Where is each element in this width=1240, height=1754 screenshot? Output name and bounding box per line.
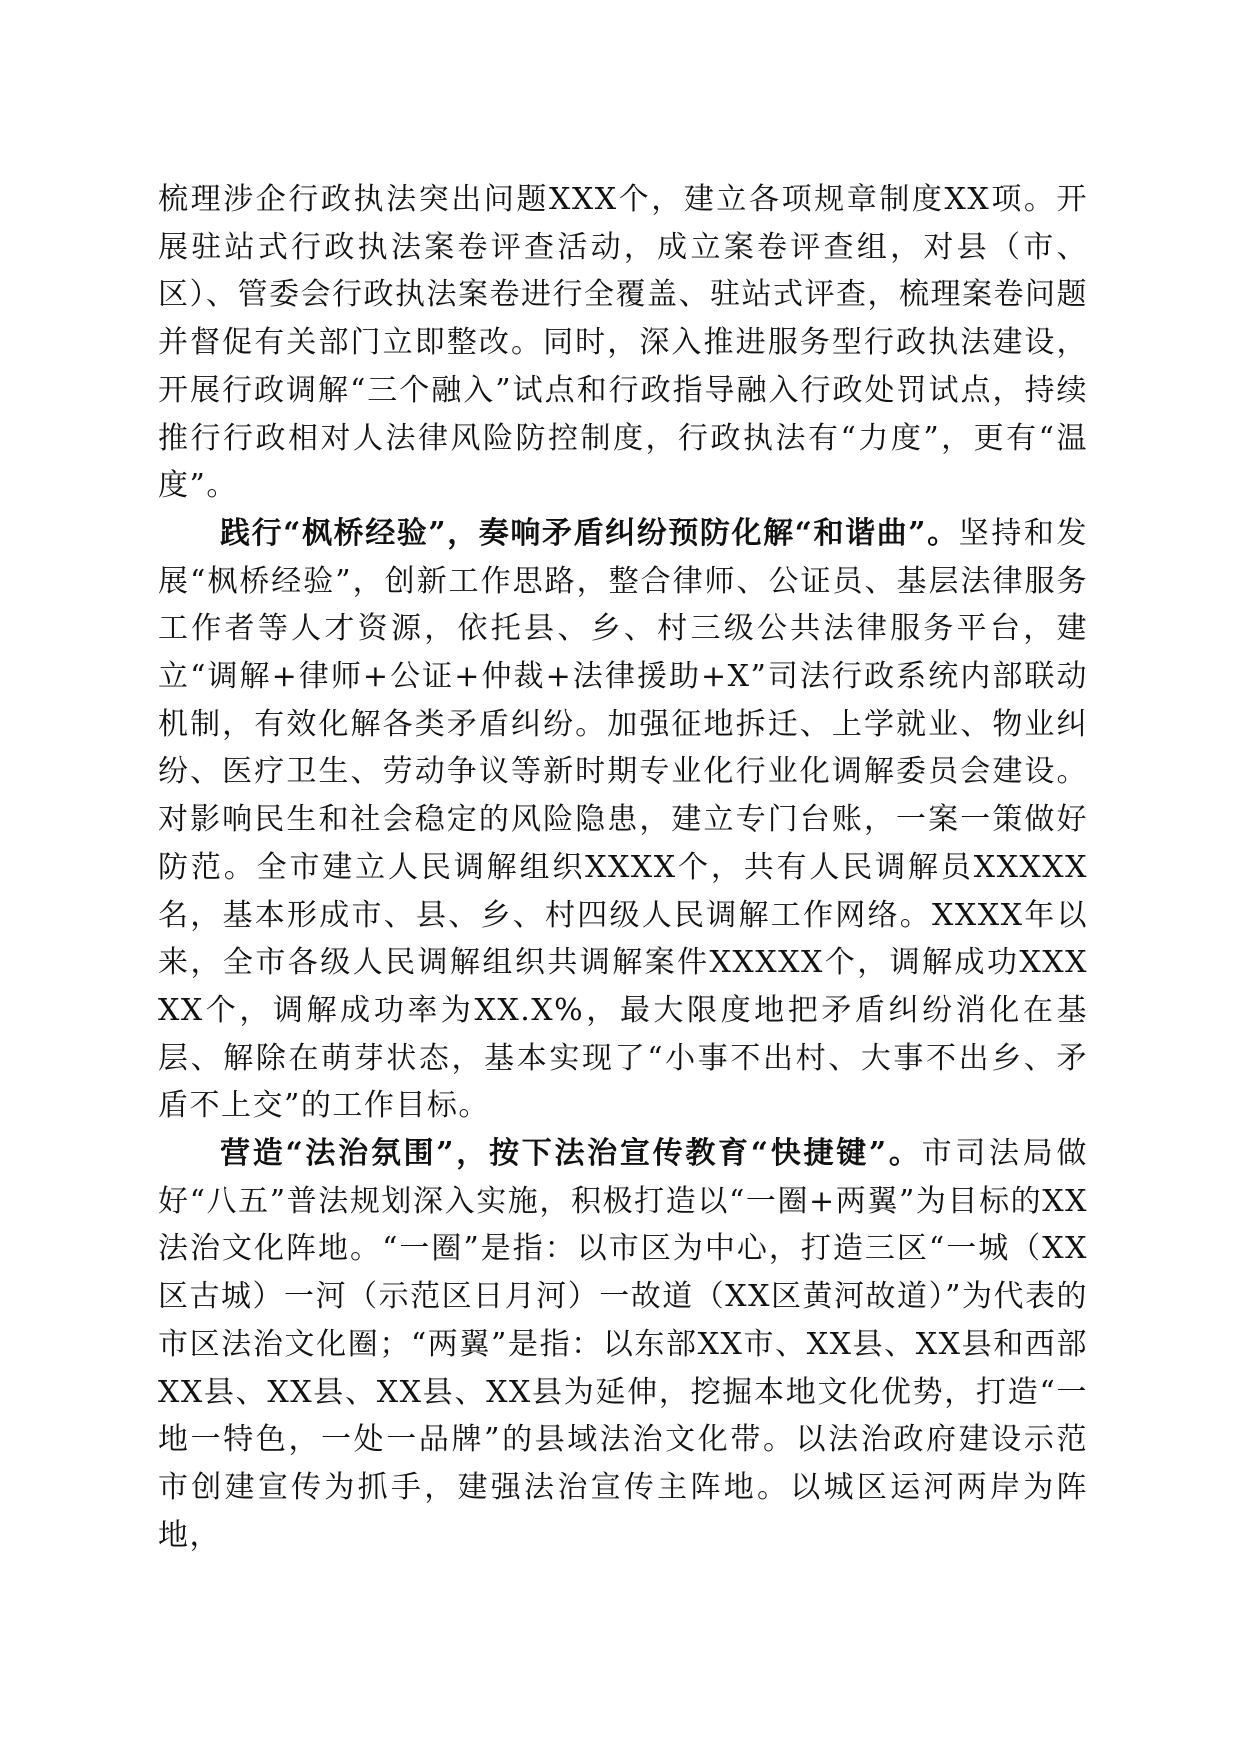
paragraph-2-body: 坚持和发展“枫桥经验”，创新工作思路，整合律师、公证员、基层法律服务工作者等人才资源，依托县、乡、村三级公共法律服务平台，建立“调解+律师+公证+仲裁+法律援助+X”司法行政系统内部联动机制，有效化解各类矛盾纠纷。加强征地拆迁、上学就业、物业纠纷、医疗卫生、劳动争议等新时期专业化行业化调解委员会建设。对影响民生和社会稳定的风险隐患，建立专门台账，一案一策做好防范。全市建立人民调解组织XXXX个，共有人民调解员XXXXX名，基本形成市、县、乡、村四级人民调解工作网络。XXXX年以来，全市各级人民调解组织共调解案件XXXXX个，调解成功XXXXX个，调解成功率为XX.X%，最大限度地把矛盾纠纷消化在基层、解除在萌芽状态，基本实现了“小事不出村、大事不出乡、矛盾不上交”的工作目标。 [158,515,1088,1124]
paragraph-1-body: 梳理涉企行政执法突出问题XXX个，建立各项规章制度XX项。开展驻站式行政执法案卷评查活动，成立案卷评查组，对县（市、区）、管委会行政执法案卷进行全覆盖、驻站式评查，梳理案卷问题并督促有关部门立即整改。同时，深入推进服务型行政执法建设，开展行政调解“三个融入”试点和行政指导融入行政处罚试点，持续推行行政相对人法律风险防控制度，行政执法有“力度”，更有“温度”。 [158,182,1088,504]
paragraph-2-heading: 践行“枫桥经验”，奏响矛盾纠纷预防化解“和谐曲”。 [220,515,959,551]
paragraph-3-body: 市司法局做好“八五”普法规划深入实施，积极打造以“一圈+两翼”为目标的XX法治文化阵地。“一圈”是指：以市区为中心，打造三区“一城（XX区古城）一河（示范区日月河）一故道（XX区黄河故道）”为代表的市区法治文化圈；“两翼”是指：以东部XX市、XX县、XX县和西部XX县、XX县、XX县、XX县为延伸，挖掘本地文化优势，打造“一地一特色，一处一品牌”的县域法治文化带。以法治政府建设示范市创建宣传为抓手，建强法治宣传主阵地。以城区运河两岸为阵地， [158,1136,1088,1553]
paragraph-2 [158,510,1088,1130]
paragraph-1 [158,176,1088,510]
paragraph-3 [158,1130,1088,1559]
paragraph-3-heading: 营造“法治氛围”，按下法治宣传教育“快捷键”。 [220,1136,922,1172]
document-page [158,176,1088,1559]
